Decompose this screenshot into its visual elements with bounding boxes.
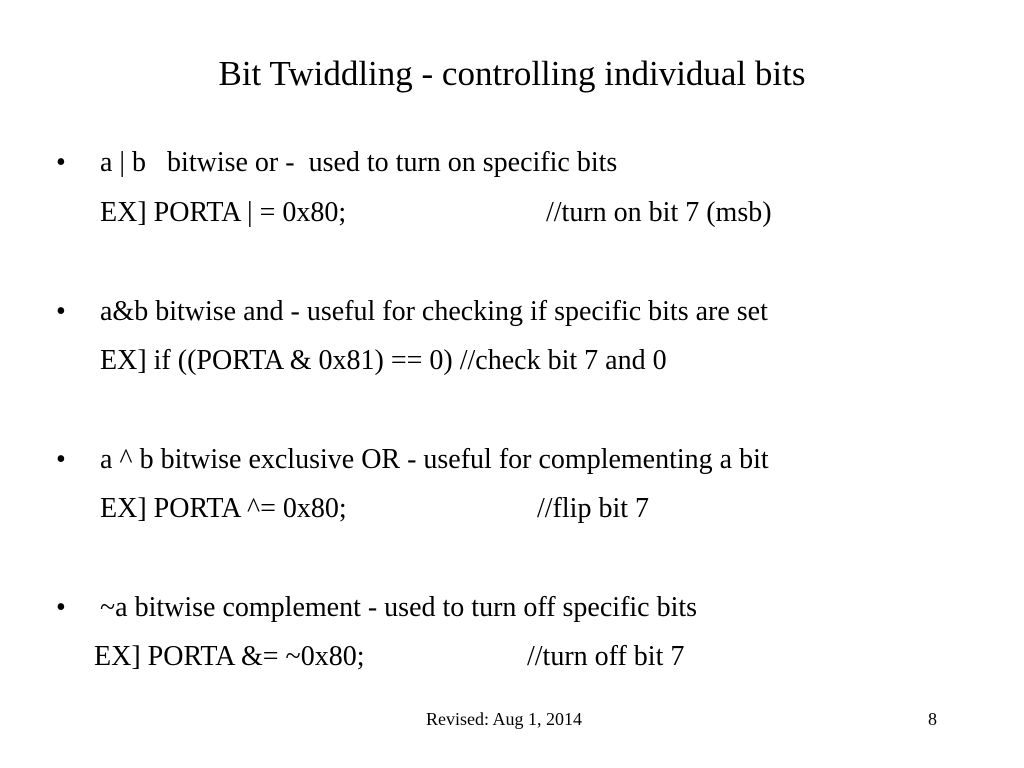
example-code-line: EX] PORTA ^= 0x80; xyxy=(100,493,347,524)
slide-title: Bit Twiddling - controlling individual bits xyxy=(218,54,806,93)
bullet-item-bitwise-complement xyxy=(56,591,698,625)
bullet-text: a | b bitwise or - used to turn on specific bits xyxy=(100,147,618,178)
bullet-dot: • xyxy=(56,444,66,475)
bullet-dot: • xyxy=(56,592,66,623)
example-comment: //turn on bit 7 (msb) xyxy=(546,197,772,228)
example-comment: //flip bit 7 xyxy=(537,493,649,524)
example-code-line: EX] if ((PORTA & 0x81) == 0) //check bit 7 and 0 xyxy=(100,345,667,376)
example-code-line: EX] PORTA | = 0x80; xyxy=(100,197,347,228)
bullet-item-bitwise-or xyxy=(56,146,618,180)
example-code-line: EX] PORTA &= ~0x80; xyxy=(94,641,365,672)
bullet-dot: • xyxy=(56,147,66,178)
bullet-text: a&b bitwise and - useful for checking if specific bits are set xyxy=(100,296,768,327)
bullet-item-bitwise-and xyxy=(56,295,768,329)
bullet-item-bitwise-xor xyxy=(56,443,769,477)
example-comment: //turn off bit 7 xyxy=(527,641,685,672)
bullet-dot: • xyxy=(56,296,66,327)
footer-page-number: 8 xyxy=(928,709,937,729)
bullet-text: a ^ b bitwise exclusive OR - useful for complementing a bit xyxy=(100,444,769,475)
footer-revised-date: Revised: Aug 1, 2014 xyxy=(426,709,582,729)
bullet-text: ~a bitwise complement - used to turn off specific bits xyxy=(100,592,698,623)
